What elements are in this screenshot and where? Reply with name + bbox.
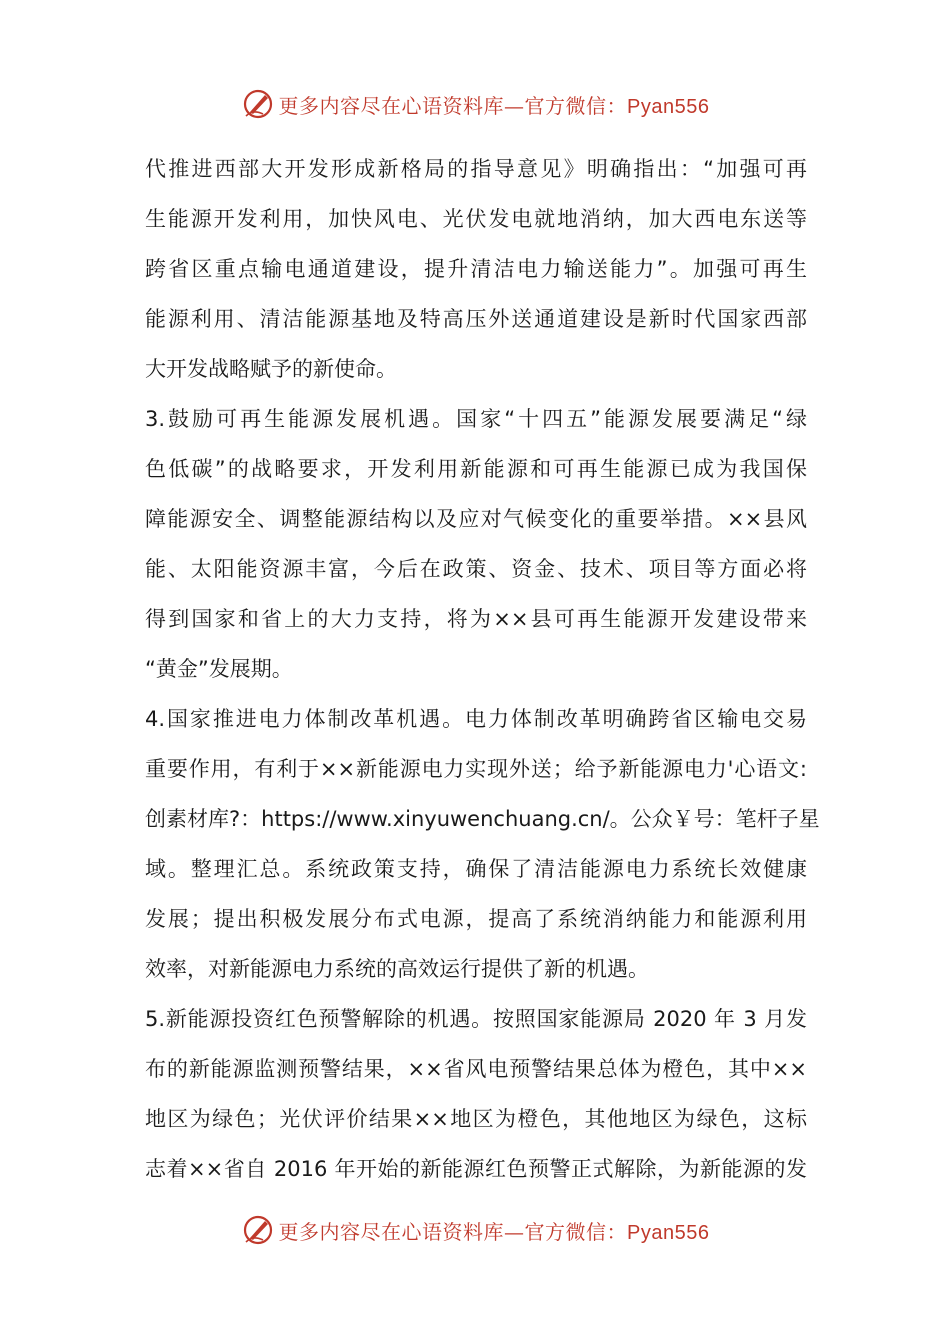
text-line: 大开发战略赋予的新使命。 — [145, 357, 397, 381]
text-line: “黄金”发展期。 — [145, 657, 293, 681]
header-banner-text: 更多内容尽在心语资料库—官方微信：Pyan556 — [278, 93, 710, 118]
text-line: 跨省区重点输电通道建设，提升清洁电力输送能力”。加强可再生 — [145, 257, 807, 281]
text-line: 色低碳”的战略要求，开发利用新能源和可再生能源已成为我国保 — [145, 457, 807, 481]
text-line: 能、太阳能资源丰富，今后在政策、资金、技术、项目等方面必将 — [145, 557, 807, 581]
header-wechat-id: Pyan556 — [627, 95, 710, 118]
text-line: 创素材库?：https://www.xinyuwenchuang.cn/。公众￥号：笔杆子星 — [145, 807, 820, 831]
text-line: 域。整理汇总。系统政策支持，确保了清洁能源电力系统长效健康 — [145, 857, 807, 881]
text-line: 发展；提出积极发展分布式电源，提高了系统消纳能力和能源利用 — [145, 907, 807, 931]
text-line: 4.国家推进电力体制改革机遇。电力体制改革明确跨省区输电交易 — [145, 707, 807, 731]
text-line: 重要作用，有利于××新能源电力实现外送；给予新能源电力'心语文: — [145, 757, 807, 781]
pen-logo-icon — [241, 1213, 275, 1247]
text-line: 代推进西部大开发形成新格局的指导意见》明确指出：“加强可再 — [145, 157, 807, 181]
text-line: 障能源安全、调整能源结构以及应对气候变化的重要举措。××县风 — [145, 507, 807, 531]
footer-wechat-id: Pyan556 — [627, 1221, 710, 1244]
text-line: 3.鼓励可再生能源发展机遇。国家“十四五”能源发展要满足“绿 — [145, 407, 807, 431]
header-banner — [0, 82, 950, 126]
text-line: 效率，对新能源电力系统的高效运行提供了新的机遇。 — [145, 957, 649, 981]
pen-logo-icon — [241, 87, 275, 121]
text-line: 志着××省自 2016 年开始的新能源红色预警正式解除，为新能源的发 — [145, 1157, 807, 1181]
text-line: 5.新能源投资红色预警解除的机遇。按照国家能源局 2020 年 3 月发 — [145, 1007, 807, 1031]
text-line: 能源利用、清洁能源基地及特高压外送通道建设是新时代国家西部 — [145, 307, 807, 331]
text-line: 地区为绿色；光伏评价结果××地区为橙色，其他地区为绿色，这标 — [145, 1107, 807, 1131]
text-line: 得到国家和省上的大力支持，将为××县可再生能源开发建设带来 — [145, 607, 807, 631]
footer-banner-text: 更多内容尽在心语资料库—官方微信：Pyan556 — [278, 1219, 710, 1244]
text-line: 生能源开发利用，加快风电、光伏发电就地消纳，加大西电东送等 — [145, 207, 807, 231]
footer-banner — [0, 1208, 950, 1252]
document-body — [145, 144, 820, 1194]
text-line: 布的新能源监测预警结果，××省风电预警结果总体为橙色，其中×× — [145, 1057, 807, 1081]
